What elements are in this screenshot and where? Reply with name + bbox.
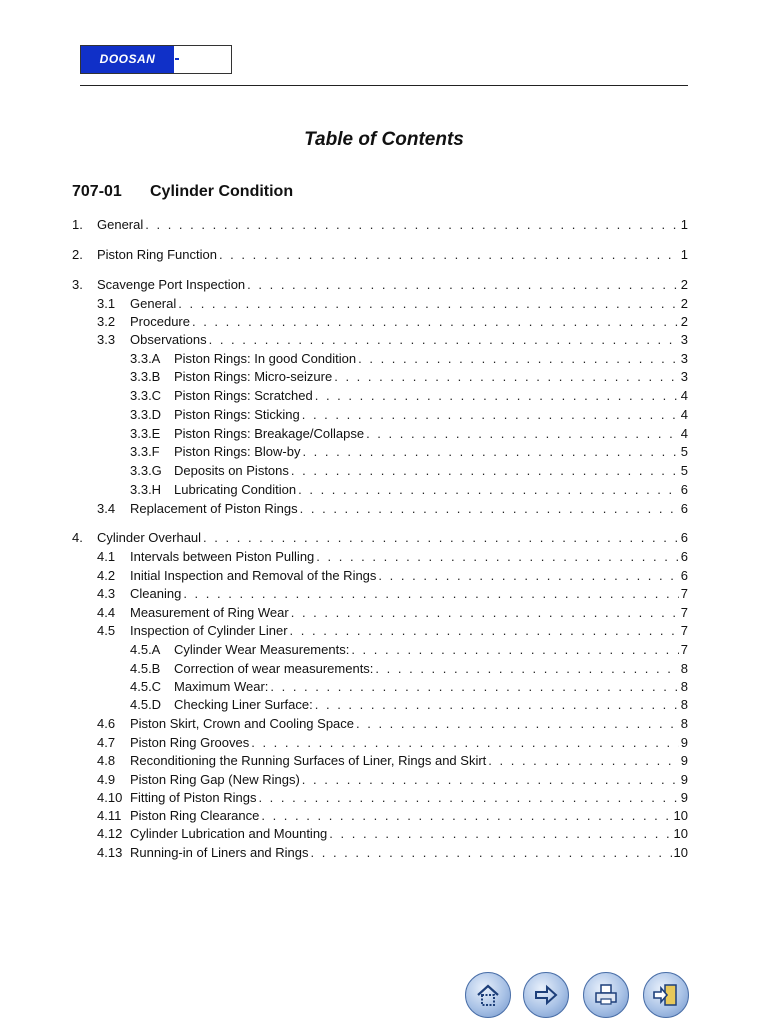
toc-entry[interactable] xyxy=(130,641,688,659)
toc-entry-label: Checking Liner Surface: xyxy=(174,697,313,712)
toc-entry-label: Cleaning xyxy=(130,586,182,601)
toc-entry-number: 4.11 xyxy=(97,808,122,823)
toc-entry-page: 8 xyxy=(680,661,688,676)
toc-entry[interactable] xyxy=(97,715,688,733)
toc-entry-page: 8 xyxy=(680,679,688,694)
toc-entry-label: Maximum Wear: xyxy=(174,679,269,694)
toc-entry-page: 6 xyxy=(680,501,688,516)
toc-leader-dots xyxy=(291,604,679,622)
toc-entry-label: Piston Rings: Scratched xyxy=(174,388,313,403)
toc-entry-number: 4.3 xyxy=(97,586,116,601)
toc-entry-number: 4.10 xyxy=(97,790,123,805)
toc-entry[interactable] xyxy=(130,678,688,696)
toc-entry-page: 4 xyxy=(680,426,688,441)
toc-entry-page: 9 xyxy=(680,790,688,805)
toc-entry-page: 9 xyxy=(680,753,688,768)
toc-entry-label: Cylinder Wear Measurements: xyxy=(174,642,350,657)
toc-entry-page: 4 xyxy=(680,388,688,403)
toc-entry-number: 2. xyxy=(72,247,83,262)
toc-entry-page: 1 xyxy=(680,217,688,232)
toc-leader-dots xyxy=(302,406,679,424)
toc-leader-dots xyxy=(366,425,679,443)
toc-leader-dots xyxy=(378,567,678,585)
toc-entry-label: Observations xyxy=(130,332,207,347)
toc-entry-page: 9 xyxy=(680,772,688,787)
toc-entry[interactable] xyxy=(97,752,688,770)
toc-leader-dots xyxy=(203,529,679,547)
toc-entry-label: Reconditioning the Running Surfaces of Liner, Rings and Skirt xyxy=(130,753,487,768)
toc-entry-number: 3.3.G xyxy=(130,463,162,478)
toc-leader-dots xyxy=(251,734,679,752)
toc-entry-label: Cylinder Lubrication and Mounting xyxy=(130,826,328,841)
toc-entry-page: 7 xyxy=(680,586,688,601)
exit-icon xyxy=(652,981,680,1009)
arrow-right-icon xyxy=(532,981,560,1009)
toc-entry-page: 5 xyxy=(680,463,688,478)
toc-entry-number: 3.3.H xyxy=(130,482,162,497)
toc-entry-label: Piston Rings: Breakage/Collapse xyxy=(174,426,365,441)
toc-entry-label: Correction of wear measurements: xyxy=(174,661,374,676)
toc-entry-label: Cylinder Overhaul xyxy=(97,530,202,545)
toc-entry[interactable] xyxy=(97,622,688,640)
toc-entry[interactable] xyxy=(97,771,688,789)
toc-entry-label: Measurement of Ring Wear xyxy=(130,605,289,620)
page-title: Table of Contents xyxy=(304,129,464,150)
toc-entry[interactable] xyxy=(97,807,688,825)
toc-entry-number: 4.5 xyxy=(97,623,116,638)
toc-entry-page: 3 xyxy=(680,351,688,366)
toc-entry-label: Piston Ring Clearance xyxy=(130,808,260,823)
toc-entry-page: 7 xyxy=(680,605,688,620)
header-rule xyxy=(80,85,688,86)
toc-entry-number: 4.7 xyxy=(97,735,116,750)
toc-entry-label: Running-in of Liners and Rings xyxy=(130,845,309,860)
home-button[interactable] xyxy=(465,972,511,1018)
toc-entry-label: Piston Rings: Micro-seizure xyxy=(174,369,333,384)
toc-leader-dots xyxy=(192,313,679,331)
toc-entry-page: 10 xyxy=(673,826,688,841)
next-button[interactable] xyxy=(523,972,569,1018)
section-name: Cylinder Condition xyxy=(150,183,294,200)
toc-entry-page: 3 xyxy=(680,332,688,347)
toc-entry-label: Piston Skirt, Crown and Cooling Space xyxy=(130,716,355,731)
toc-entry[interactable] xyxy=(97,585,688,603)
toc-entry-number: 4.5.C xyxy=(130,679,162,694)
toc-entry-number: 4.8 xyxy=(97,753,116,768)
toc-leader-dots xyxy=(334,368,679,386)
toc-entry-number: 4.5.B xyxy=(130,661,161,676)
toc-entry[interactable] xyxy=(130,368,688,386)
toc-leader-dots xyxy=(351,641,678,659)
toc-entry-number: 4. xyxy=(72,530,83,545)
toc-entry-page: 2 xyxy=(680,314,688,329)
toc-entry[interactable] xyxy=(97,825,688,843)
toc-entry[interactable] xyxy=(130,462,688,480)
toc-entry-number: 3.3 xyxy=(97,332,116,347)
toc-entry-page: 6 xyxy=(680,482,688,497)
toc-entry-page: 8 xyxy=(680,716,688,731)
toc-leader-dots xyxy=(219,246,679,264)
toc-entry-page: 6 xyxy=(680,549,688,564)
home-icon xyxy=(474,981,502,1009)
toc-entry-page: 6 xyxy=(680,568,688,583)
toc-leader-dots xyxy=(356,715,679,733)
print-button[interactable] xyxy=(583,972,629,1018)
toc-leader-dots xyxy=(247,276,679,294)
toc-leader-dots xyxy=(261,807,671,825)
toc-entry-number: 4.6 xyxy=(97,716,116,731)
toc-entry-page: 8 xyxy=(680,697,688,712)
toc-leader-dots xyxy=(270,678,678,696)
toc-entry-label: Piston Ring Grooves xyxy=(130,735,250,750)
toc-leader-dots xyxy=(209,331,679,349)
toc-entry-number: 3.3.C xyxy=(130,388,162,403)
toc-entry[interactable] xyxy=(72,216,688,234)
toc-leader-dots xyxy=(329,825,671,843)
toc-entry[interactable] xyxy=(130,425,688,443)
toc-leader-dots xyxy=(290,622,679,640)
toc-entry[interactable] xyxy=(97,313,688,331)
toc-entry-number: 4.5.D xyxy=(130,697,162,712)
toc-entry-label: Procedure xyxy=(130,314,190,329)
toc-entry[interactable] xyxy=(97,844,688,862)
toc-leader-dots xyxy=(375,660,678,678)
toc-entry-label: Initial Inspection and Removal of the Rings xyxy=(130,568,377,583)
toc-entry[interactable] xyxy=(97,331,688,349)
toc-entry-number: 1. xyxy=(72,217,83,232)
toc-entry-page: 1 xyxy=(680,247,688,262)
exit-button[interactable] xyxy=(643,972,689,1018)
toc-entry-number: 4.1 xyxy=(97,549,116,564)
toc-entry-label: Piston Ring Function xyxy=(97,247,217,262)
toc-leader-dots xyxy=(302,443,678,461)
toc-entry-number: 3.3.A xyxy=(130,351,161,366)
toc-leader-dots xyxy=(183,585,678,603)
toc-entry-label: Piston Rings: Sticking xyxy=(174,407,300,422)
toc-entry[interactable] xyxy=(130,350,688,368)
toc-entry[interactable] xyxy=(97,567,688,585)
toc-entry-number: 4.4 xyxy=(97,605,116,620)
toc-entry-number: 4.12 xyxy=(97,826,123,841)
toc-leader-dots xyxy=(291,462,679,480)
toc-entry-page: 2 xyxy=(680,296,688,311)
toc-entry-page: 7 xyxy=(680,642,688,657)
toc-entry[interactable] xyxy=(130,660,688,678)
toc-entry-page: 6 xyxy=(680,530,688,545)
toc-leader-dots xyxy=(358,350,679,368)
toc-entry[interactable] xyxy=(72,246,688,264)
toc-entry[interactable] xyxy=(72,529,688,547)
toc-entry-number: 3.4 xyxy=(97,501,116,516)
toc-entry-number: 3.3.D xyxy=(130,407,162,422)
toc-leader-dots xyxy=(258,789,678,807)
toc-entry[interactable] xyxy=(97,548,688,566)
toc-entry[interactable] xyxy=(97,604,688,622)
doosan-logo xyxy=(80,45,232,74)
toc-entry[interactable] xyxy=(97,789,688,807)
toc-entry[interactable] xyxy=(130,387,688,405)
toc-entry-label: General xyxy=(130,296,177,311)
toc-entry-label: Piston Ring Gap (New Rings) xyxy=(130,772,300,787)
toc-entry-number: 3.3.F xyxy=(130,444,160,459)
toc-leader-dots xyxy=(315,387,679,405)
toc-entry-number: 3.1 xyxy=(97,296,116,311)
toc-leader-dots xyxy=(298,481,679,499)
toc-leader-dots xyxy=(302,771,679,789)
toc-entry-label: Deposits on Pistons xyxy=(174,463,289,478)
toc-leader-dots xyxy=(145,216,679,234)
toc-entry-number: 4.13 xyxy=(97,845,123,860)
toc-entry-page: 5 xyxy=(680,444,688,459)
toc-entry-page: 10 xyxy=(673,845,688,860)
toc-entry-label: Piston Rings: Blow-by xyxy=(174,444,301,459)
toc-leader-dots xyxy=(311,844,672,862)
toc-entry-number: 3.3.B xyxy=(130,369,161,384)
print-icon xyxy=(592,981,620,1009)
toc-entry-label: Inspection of Cylinder Liner xyxy=(130,623,288,638)
toc-entry[interactable] xyxy=(130,481,688,499)
toc-entry-label: Scavenge Port Inspection xyxy=(97,277,246,292)
logo-dash xyxy=(175,58,179,60)
toc-entry[interactable] xyxy=(130,696,688,714)
toc-entry[interactable] xyxy=(130,406,688,424)
toc-entry-number: 3.2 xyxy=(97,314,116,329)
logo-text: DOOSAN xyxy=(81,46,174,73)
toc-entry-page: 10 xyxy=(673,808,688,823)
toc-entry[interactable] xyxy=(130,443,688,461)
toc-entry[interactable] xyxy=(97,734,688,752)
toc-entry-number: 3.3.E xyxy=(130,426,161,441)
toc-entry-label: Intervals between Piston Pulling xyxy=(130,549,315,564)
toc-entry-number: 3. xyxy=(72,277,83,292)
toc-leader-dots xyxy=(300,500,679,518)
toc-leader-dots xyxy=(488,752,678,770)
toc-entry-label: Piston Rings: In good Condition xyxy=(174,351,357,366)
toc-entry[interactable] xyxy=(97,295,688,313)
toc-entry-number: 4.9 xyxy=(97,772,116,787)
toc-leader-dots xyxy=(178,295,679,313)
toc-entry-page: 2 xyxy=(680,277,688,292)
toc-entry-page: 9 xyxy=(680,735,688,750)
toc-entry[interactable] xyxy=(97,500,688,518)
section-number: 707-01 xyxy=(72,183,122,200)
toc-leader-dots xyxy=(316,548,678,566)
toc-entry-label: Replacement of Piston Rings xyxy=(130,501,298,516)
toc-entry-label: Fitting of Piston Rings xyxy=(130,790,257,805)
toc-entry-number: 4.5.A xyxy=(130,642,161,657)
toc-entry-label: Lubricating Condition xyxy=(174,482,297,497)
toc-entry-page: 7 xyxy=(680,623,688,638)
toc-leader-dots xyxy=(315,696,679,714)
toc-entry-number: 4.2 xyxy=(97,568,116,583)
toc-entry[interactable] xyxy=(72,276,688,294)
section-heading xyxy=(72,183,293,201)
toc-entry-page: 4 xyxy=(680,407,688,422)
toc-entry-page: 3 xyxy=(680,369,688,384)
toc-entry-label: General xyxy=(97,217,144,232)
